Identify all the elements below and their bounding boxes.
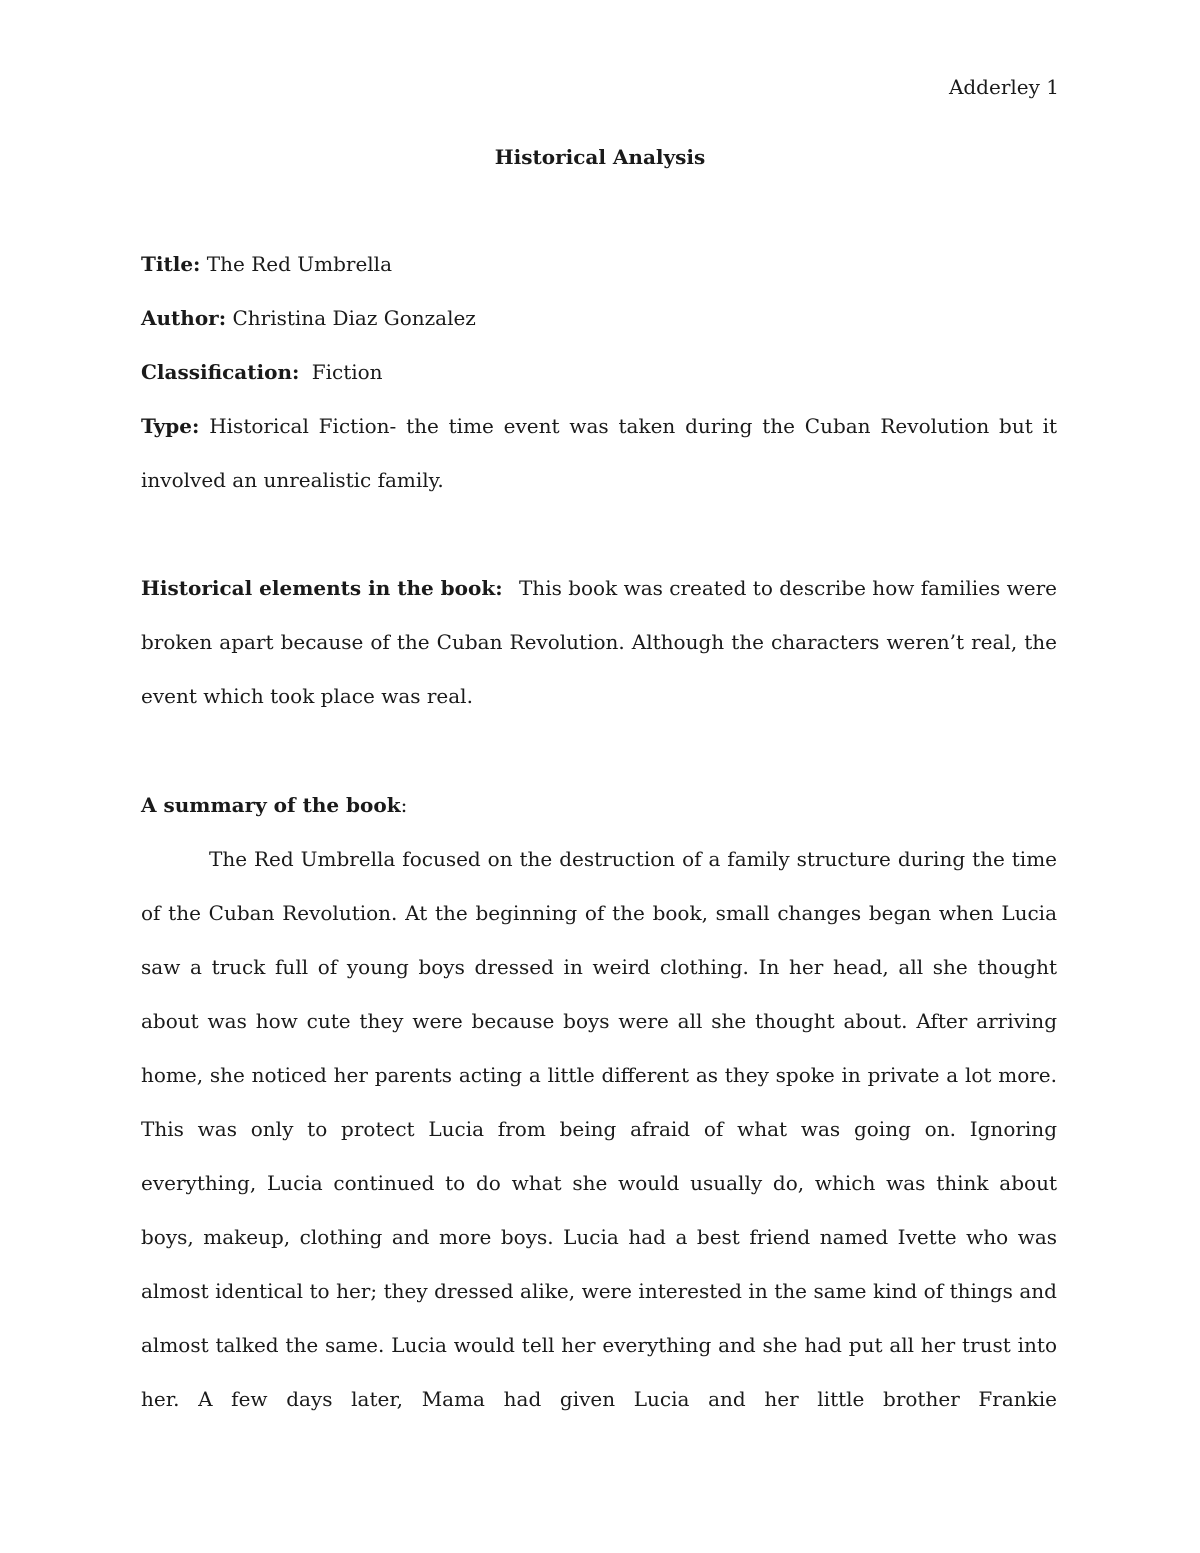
field-type-value: Historical Fiction- the time event was taken during the Cuban Revolution but it involved an unrealistic family. — [141, 414, 1058, 492]
summary-heading — [141, 778, 1057, 832]
field-title — [141, 237, 1057, 291]
field-author-value: Christina Diaz Gonzalez — [232, 306, 476, 330]
historical-elements — [141, 561, 1057, 723]
field-classification-label: Classification: — [141, 360, 300, 384]
summary-heading-colon: : — [400, 793, 408, 817]
historical-elements-label: Historical elements in the book: — [141, 576, 503, 600]
field-title-label: Title: — [141, 252, 201, 276]
summary-paragraph: The Red Umbrella focused on the destruction of a family structure during the time of the Cuban Revolution. At the beginning of the book, small changes began when Lucia saw a truck full of young boys dressed in weird clothing. In her head, all she thought about was how cute they were because boys were all she thought about. After arriving home, she noticed her parents acting a little different as they spoke in private a lot more. This was only to protect Lucia from being afraid of what was going on. Ignoring everything, Lucia continued to do what she would usually do, which was think about boys, makeup, clothing and more boys. Lucia had a best friend named Ivette who was almost identical to her; they dressed alike, were interested in the same kind of things and almost talked the same. Lucia would tell her everything and she had put all her trust into her. A few days later, Mama had given Lucia and her little brother Frankie — [141, 847, 1057, 1411]
field-title-value: The Red Umbrella — [206, 252, 393, 276]
field-author-label: Author: — [141, 306, 227, 330]
page-title: Historical Analysis — [494, 145, 706, 169]
historical-elements-text: This book was created to describe how families were broken apart because of the Cuban Revolution. Although the characters weren’t real, the event which took place was real. — [141, 576, 1058, 708]
field-type-label: Type: — [141, 414, 200, 438]
field-type — [141, 399, 1057, 507]
running-head: Adderley 1 — [948, 75, 1059, 99]
field-classification — [141, 345, 1057, 399]
summary-heading-label: A summary of the book — [141, 793, 401, 817]
field-author — [141, 291, 1057, 345]
field-classification-value: Fiction — [311, 360, 383, 384]
